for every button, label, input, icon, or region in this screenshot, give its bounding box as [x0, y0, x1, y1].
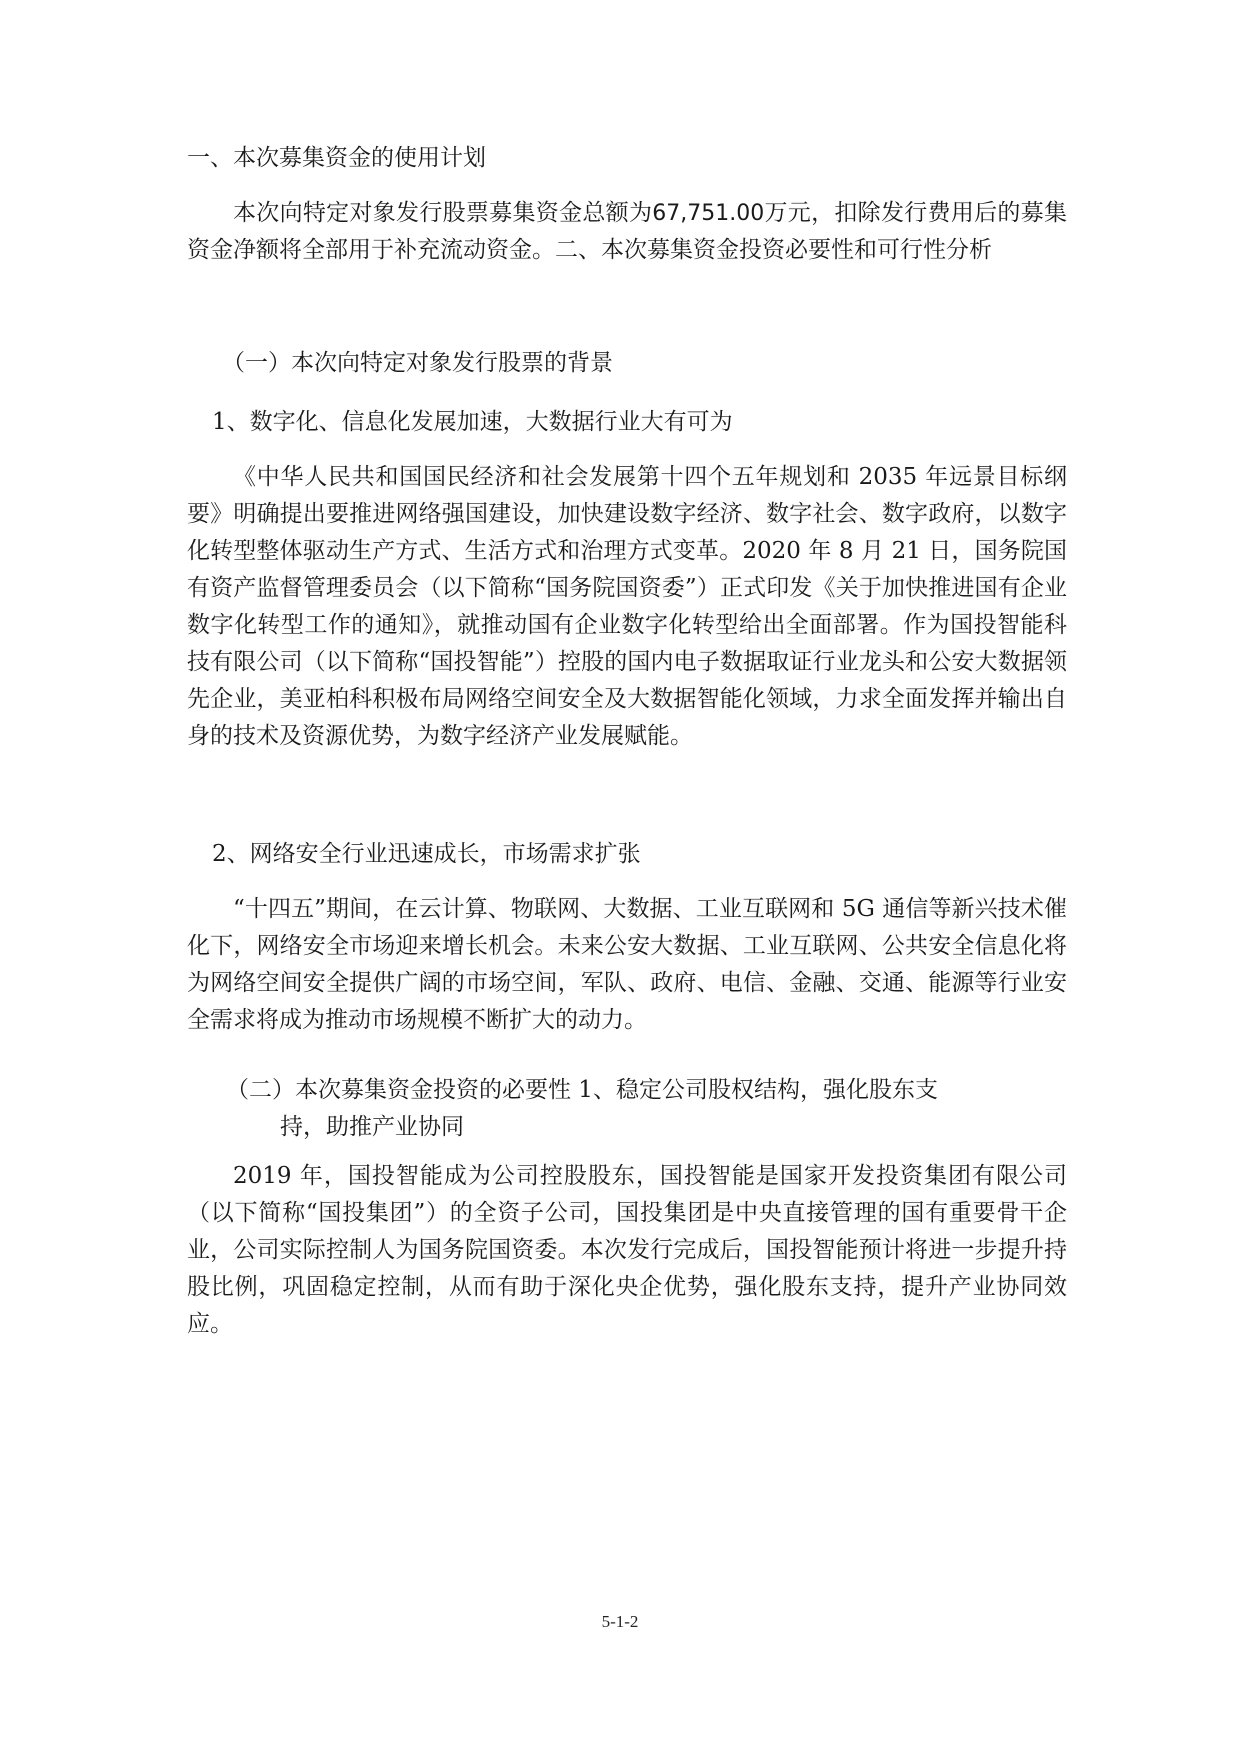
- section-heading-usage-plan: 一、本次募集资金的使用计划: [187, 145, 486, 171]
- fund-amount: 67,751.00: [652, 201, 765, 226]
- topic-heading-digitalization: 1、数字化、信息化发展加速，大数据行业大有可为: [212, 409, 733, 435]
- paragraph-fund-usage: [187, 195, 1067, 269]
- subsection-heading-background: （一）本次向特定对象发行股票的背景: [222, 350, 613, 376]
- subsection-heading-necessity: [226, 1072, 970, 1146]
- subsection-heading-necessity-text: （二）本次募集资金投资的必要性 1、稳定公司股权结构，强化股东支持，助推产业协同: [226, 1077, 938, 1140]
- paragraph-fund-usage-post: 万元，扣除发行费用后的募集资金净额将全部用于补充流动资金。二、本次募集资金投资必要性和可行性分析: [187, 200, 1068, 263]
- page-number: 5-1-2: [601, 1612, 639, 1631]
- paragraph-fund-usage-pre: 本次向特定对象发行股票募集资金总额为: [233, 200, 653, 226]
- paragraph-network-security: “十四五”期间，在云计算、物联网、大数据、工业互联网和 5G 通信等新兴技术催化下，网络安全市场迎来增长机会。未来公安大数据、工业互联网、公共安全信息化将为网络空间安全提供广阔的市场空间，军队、政府、电信、金融、交通、能源等行业安全需求将成为推动市场规模不断扩大的动力。: [187, 896, 1067, 1033]
- topic-heading-network-security: 2、网络安全行业迅速成长，市场需求扩张: [212, 841, 641, 867]
- paragraph-digitalization: 《中华人民共和国国民经济和社会发展第十四个五年规划和 2035 年远景目标纲要》明确提出要推进网络强国建设，加快建设数字经济、数字社会、数字政府，以数字化转型整体驱动生产方式、生活方式和治理方式变革。2020 年 8 月 21 日，国务院国有资产监督管理委员会（以下简称“国务院国资委”）正式印发《关于加快推进国有企业数字化转型工作的通知》，就推动国有企业数字化转型给出全面部署。作为国投智能科技有限公司（以下简称“国投智能”）控股的国内电子数据取证行业龙头和公安大数据领先企业，美亚柏科积极布局网络空间安全及大数据智能化领域，力求全面发挥并输出自身的技术及资源优势，为数字经济产业发展赋能。: [187, 464, 1067, 749]
- paragraph-controlling-shareholder: 2019 年，国投智能成为公司控股股东，国投智能是国家开发投资集团有限公司（以下简称“国投集团”）的全资子公司，国投集团是中央直接管理的国有重要骨干企业，公司实际控制人为国务院国资委。本次发行完成后，国投智能预计将进一步提升持股比例，巩固稳定控制，从而有助于深化央企优势，强化股东支持，提升产业协同效应。: [187, 1163, 1067, 1337]
